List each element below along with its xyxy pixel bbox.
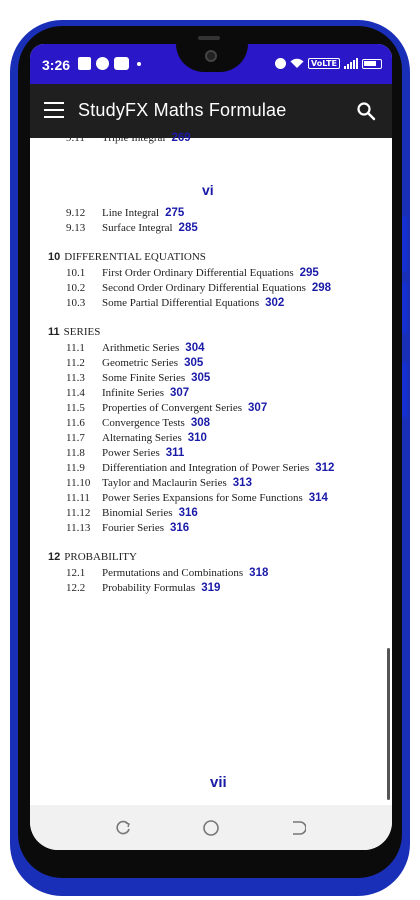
toc-entry-partial[interactable]: 9.11 Triple Integral 269 [66,132,191,144]
toc-entry[interactable]: 11.3 Some Finite Series 305 [66,372,211,384]
search-icon[interactable] [356,101,376,121]
wifi-icon [290,58,304,69]
toc-entry[interactable]: 11.9 Differentiation and Integration of Power Series 312 [66,462,335,474]
google-icon [96,57,109,70]
hamburger-menu-icon[interactable] [44,102,64,118]
recents-icon[interactable] [114,819,132,837]
notification-app-icon [78,57,91,70]
navigation-bar [30,805,392,850]
front-camera [205,50,217,62]
toc-entry[interactable]: 12.2 Probability Formulas 319 [66,582,221,594]
more-notifications-dot-icon [137,62,141,66]
toc-chapter-heading[interactable]: 10 DIFFERENTIAL EQUATIONS [48,251,206,263]
battery-icon [362,59,382,69]
app-title: StudyFX Maths Formulae [78,100,287,120]
youtube-icon [114,57,129,70]
toc-entry[interactable]: 12.1 Permutations and Combinations 318 [66,567,269,579]
toc-entry[interactable]: 11.8 Power Series 311 [66,447,185,459]
toc-entry[interactable]: 11.1 Arithmetic Series 304 [66,342,205,354]
page-number: vi [202,182,214,198]
toc-entry[interactable]: 10.2 Second Order Ordinary Differential Equations 298 [66,282,332,294]
home-icon[interactable] [202,819,220,837]
toc-entry[interactable]: 11.11 Power Series Expansions for Some Functions 314 [66,492,328,504]
toc-entry[interactable]: 11.12 Binomial Series 316 [66,507,198,519]
alarm-icon [275,58,286,69]
back-icon[interactable] [288,819,306,837]
app-bar [30,84,392,138]
toc-entry[interactable]: 11.7 Alternating Series 310 [66,432,207,444]
page-number: vii [210,774,227,791]
toc-entry[interactable]: 11.4 Infinite Series 307 [66,387,190,399]
system-status-icons [275,58,382,69]
toc-entry[interactable]: 9.13 Surface Integral 285 [66,222,198,234]
earpiece-speaker [198,36,220,40]
toc-entry[interactable]: 11.10 Taylor and Maclaurin Series 313 [66,477,252,489]
toc-entry[interactable]: 11.13 Fourier Series 316 [66,522,190,534]
toc-entry[interactable]: 11.2 Geometric Series 305 [66,357,204,369]
toc-entry[interactable]: 10.3 Some Partial Differential Equations 302 [66,297,285,309]
toc-chapter-heading[interactable]: 11 SERIES [48,326,101,338]
toc-chapter-heading[interactable]: 12 PROBABILITY [48,551,137,563]
notification-icons [78,57,141,70]
toc-entry[interactable]: 10.1 First Order Ordinary Differential Equations 295 [66,267,319,279]
pdf-page-view[interactable] [30,132,392,805]
volte-badge: VoLTE [308,58,340,69]
status-time: 3:26 [42,57,71,73]
status-bar [30,44,392,84]
toc-entry[interactable]: 9.12 Line Integral 275 [66,207,185,219]
toc-entry[interactable]: 11.6 Convergence Tests 308 [66,417,211,429]
scrollbar[interactable] [387,648,390,800]
signal-icon [344,58,358,69]
toc-entry[interactable]: 11.5 Properties of Convergent Series 307 [66,402,268,414]
phone-screen [30,44,392,850]
